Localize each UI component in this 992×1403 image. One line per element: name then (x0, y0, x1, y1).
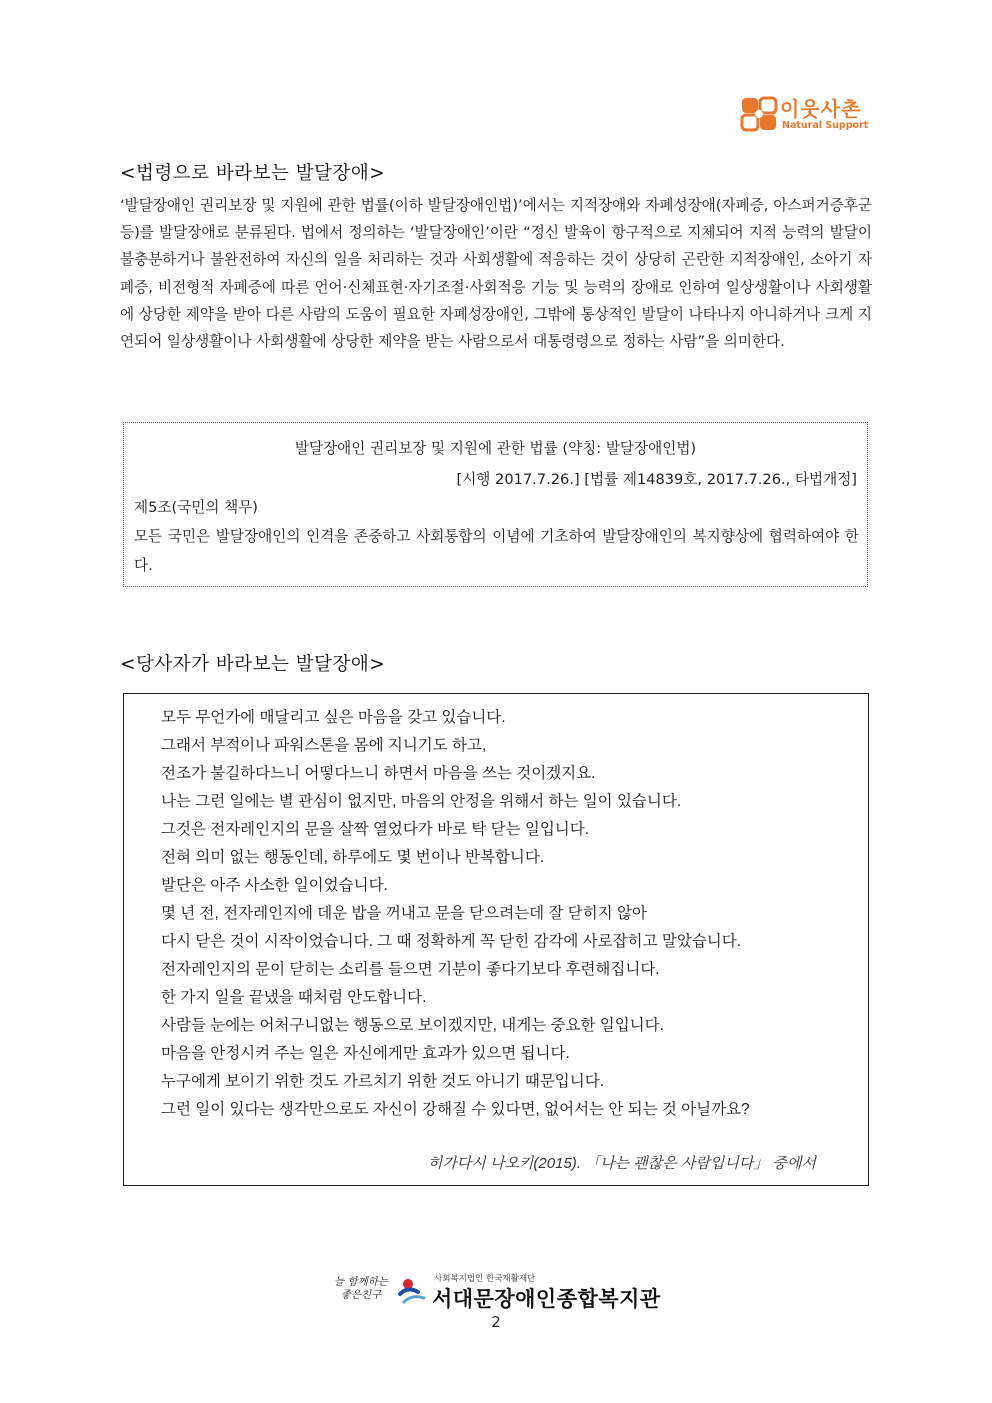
quote-line: 한 가지 일을 끝냈을 때처럼 안도합니다. (161, 989, 427, 1006)
quote-source: 히가다시 나오키(2015). 「나는 괜찮은 사람입니다」 중에서 (427, 1155, 816, 1172)
law-enforcement-meta: [시행 2017.7.26.] [법률 제14839호, 2017.7.26., 타법개정] (456, 471, 857, 488)
law-excerpt-box (123, 422, 868, 587)
quote-line: 나는 그런 일에는 별 관심이 없지만, 마음의 안정을 위해서 하는 일이 있습니다. (161, 793, 682, 810)
section1-heading: <법령으로 바라보는 발달장애> (120, 163, 386, 184)
quote-line: 다시 닫은 것이 시작이었습니다. 그 때 정확하게 꼭 닫힌 감각에 사로잡히고 말았습니다. (161, 933, 742, 950)
quote-lines (161, 704, 750, 1124)
law-title: 발달장애인 권리보장 및 지원에 관한 법률 (약칭: 발달장애인법) (294, 440, 697, 457)
quote-line: 전자레인지의 문이 닫히는 소리를 들으면 기분이 좋다기보다 후련해집니다. (161, 961, 660, 978)
quote-line: 전혀 의미 없는 행동인데, 하루에도 몇 번이나 반복합니다. (161, 849, 545, 866)
section1-paragraph: ‘발달장애인 권리보장 및 지원에 관한 법률(이하 발달장애인법)’에서는 지적장애와 자폐성장애(자폐증, 아스퍼거증후군 등)를 발달장애로 분류된다. 법에서 정의하는 ‘발달장애인’이란 “정신 발육이 항구적으로 지체되어 지적 능력의 발달이 불충분하거나 불완전하여 자신의 일을 처리하는 것과 사회생활에 적응하는 것이 상당히 곤란한 지적장애인, 소아기 자폐증, 비전형적 자폐증에 따른 언어·신체표현·자기조절·사회적응 기능 및 능력의 장애로 인하여 일상생활이나 사회생활에 상당한 제약을 받아 다른 사람의 도움이 필요한 자폐성장애인, 그밖에 통상적인 발달이 나타나지 아니하거나 크게 지연되어 일상생활이나 사회생활에 상당한 제약을 받는 사람으로서 대통령령으로 정하는 사람”을 의미한다. (120, 197, 872, 351)
quote-line: 전조가 불길하다느니 어떻다느니 하면서 마음을 쓰는 것이겠지요. (161, 765, 596, 782)
page-number: 2 (491, 1313, 501, 1331)
brand-name: 이웃사촌 (780, 97, 862, 121)
quote-line: 그런 일이 있다는 생각만으로도 자신이 강해질 수 있다면, 없어서는 안 되는 것 아닐까요? (161, 1101, 750, 1118)
quote-box (123, 693, 869, 1186)
law-article-title: 제5조(국민의 책무) (134, 499, 258, 516)
org-emblem-icon (396, 1276, 428, 1306)
quote-line: 몇 년 전, 전자레인지에 데운 밥을 꺼내고 문을 닫으려는데 잘 닫히지 않아 (161, 905, 647, 922)
footer-org-name: 서대문장애인종합복지관 (432, 1287, 661, 1311)
quote-line: 사람들 눈에는 어처구니없는 행동으로 보이겠지만, 내게는 중요한 일입니다. (161, 1017, 664, 1034)
hands-logo-icon (740, 95, 778, 133)
footer-org-subtitle: 사회복지법인 한국재활재단 (434, 1274, 536, 1284)
brand-logo (740, 93, 880, 137)
quote-line: 모두 무언가에 매달리고 싶은 마음을 갖고 있습니다. (161, 709, 506, 726)
quote-line: 누구에게 보이기 위한 것도 가르치기 위한 것도 아니기 때문입니다. (161, 1073, 605, 1090)
law-article-content: 모든 국민은 발달장애인의 인격을 존중하고 사회통합의 이념에 기초하여 발달장애인의 복지향상에 협력하여야 한다. (134, 528, 859, 574)
quote-line: 그것은 전자레인지의 문을 살짝 열었다가 바로 탁 닫는 일입니다. (161, 821, 590, 838)
quote-line: 그래서 부적이나 파워스톤을 몸에 지니기도 하고, (161, 737, 487, 754)
section2-heading: <당사자가 바라보는 발달장애> (120, 654, 386, 675)
quote-line: 발단은 아주 사소한 일이었습니다. (161, 877, 388, 894)
brand-tagline: Natural Support (782, 120, 869, 131)
footer-logo (330, 1272, 670, 1310)
quote-line: 마음을 안정시켜 주는 일은 자신에게만 효과가 있으면 됩니다. (161, 1045, 570, 1062)
footer-slogan: 늘 함께하는 좋은친구 (333, 1276, 389, 1301)
